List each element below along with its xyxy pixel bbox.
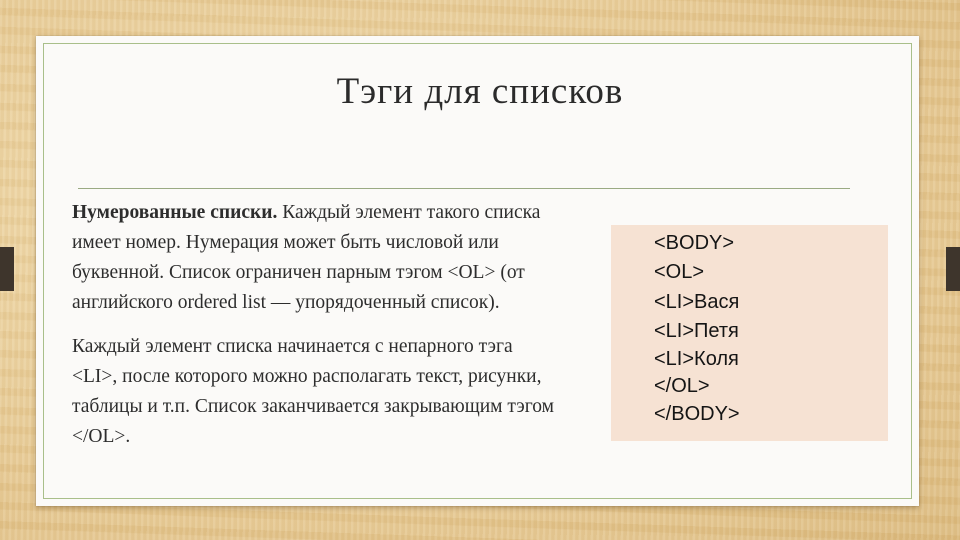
code-line: </OL>	[654, 375, 710, 397]
paragraph-list-items: Каждый элемент списка начинается с непарного тэга <LI>, после которого можно располагать текст, рисунки, таблицы и т.п. Список заканчивается закрывающим тэгом </OL>.	[72, 336, 555, 447]
title-divider	[78, 188, 850, 189]
slide-title: Тэги для списков	[336, 71, 624, 112]
paragraph-ordered-lists-text: Каждый элемент такого списка имеет номер. Нумерация может быть числовой или буквенной. Список ограничен парным тэгом <OL> (от английского ordered list — упорядоченный список).	[72, 202, 541, 313]
code-line: <LI>Петя	[654, 320, 739, 342]
paragraph-ordered-lists	[72, 198, 562, 318]
code-line: </BODY>	[654, 403, 740, 425]
code-example-box	[611, 225, 888, 441]
code-line: <BODY>	[654, 232, 735, 254]
code-line: <OL>	[654, 261, 705, 283]
paragraph-lead-bold: Нумерованные списки.	[72, 202, 278, 223]
right-edge-tab	[946, 247, 960, 291]
code-line: <LI>Вася	[654, 291, 740, 313]
code-line: <LI>Коля	[654, 348, 739, 370]
body-text	[72, 198, 562, 466]
left-edge-tab	[0, 247, 14, 291]
